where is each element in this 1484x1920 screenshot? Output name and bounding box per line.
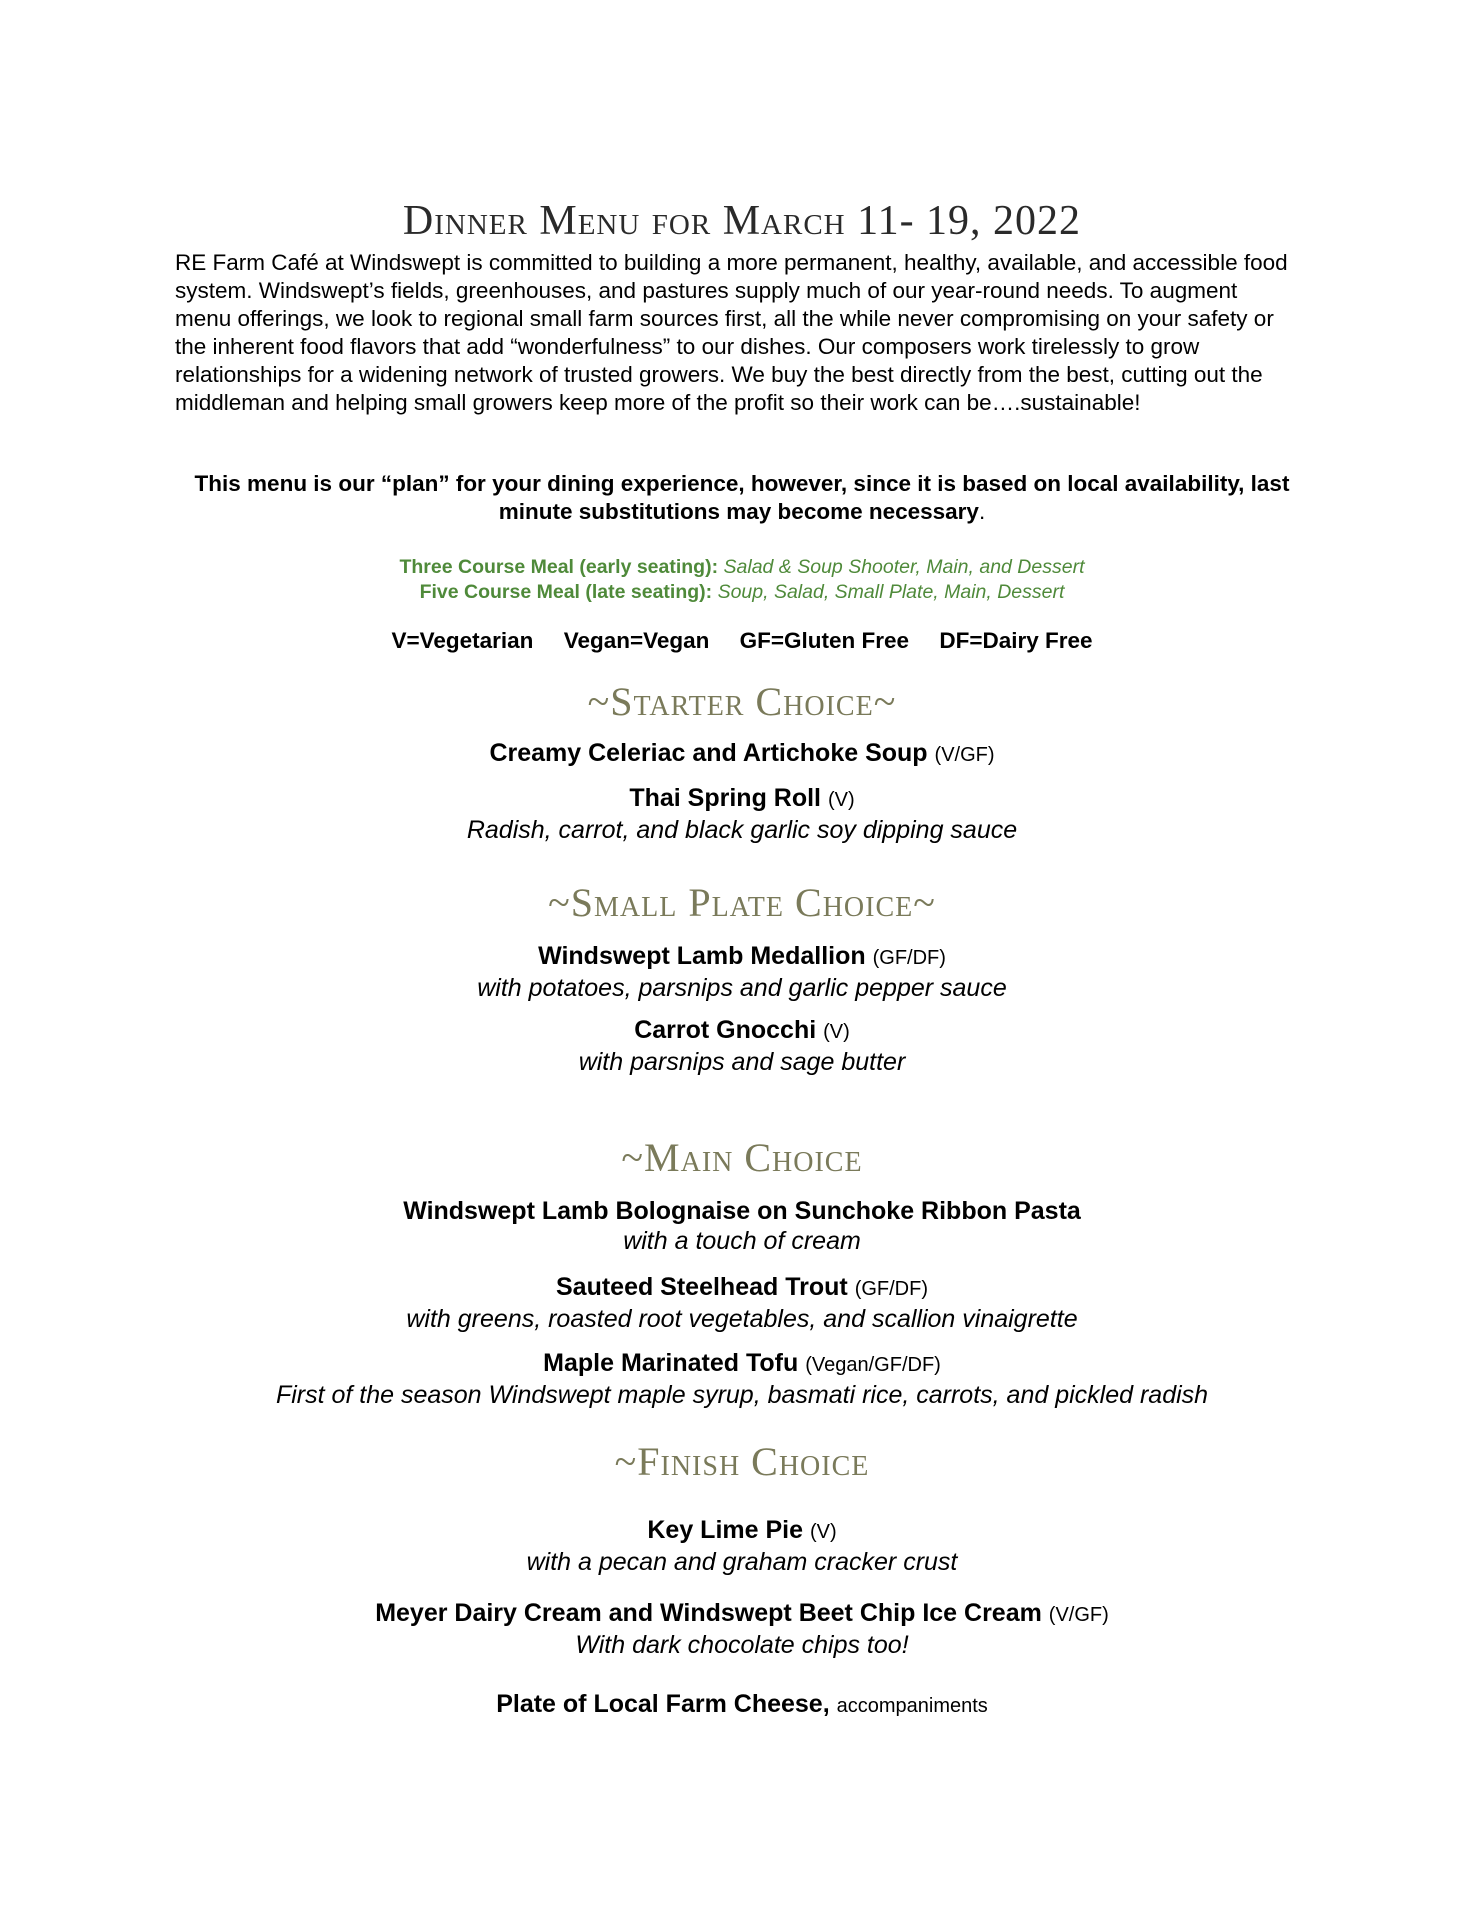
item-name-line (0, 1689, 1484, 1721)
dietary-legend (0, 627, 1484, 655)
item-tag: accompaniments (836, 1695, 988, 1717)
item-description: with potatoes, parsnips and garlic pepper sauce (477, 974, 1007, 1002)
intro-text: RE Farm Café at Windswept is committed to building a more permanent, healthy, available, and accessible food system. Windswept’s fields, greenhouses, and pastures supply much of our year-round needs. To augment menu offerings, we look to regional small farm sources first, all the while never compromising on your safety or the inherent food flavors that add “wonderfulness” to our dishes. Our composers work tirelessly to grow relationships for a widening network of trusted growers. We buy the best directly from the best, cutting out the middleman and helping small growers keep more of the profit so their work can be….sustainable! (175, 250, 1288, 415)
menu-item (0, 1015, 1484, 1077)
item-name: Windswept Lamb Medallion (538, 942, 866, 970)
item-name: Thai Spring Roll (629, 784, 822, 812)
menu-item (0, 783, 1484, 845)
menu-item (0, 1348, 1484, 1410)
item-name-line (0, 1272, 1484, 1304)
item-name: Key Lime Pie (647, 1516, 803, 1544)
menu-item (0, 1272, 1484, 1334)
menu-item (0, 941, 1484, 1003)
item-name: Carrot Gnocchi (634, 1016, 817, 1044)
course-value: Salad & Soup Shooter, Main, and Dessert (723, 556, 1085, 578)
item-name: Maple Marinated Tofu (543, 1349, 799, 1377)
item-name-line (0, 941, 1484, 973)
item-name-line (0, 738, 1484, 770)
menu-item (0, 1689, 1484, 1721)
item-tag: (V/GF) (1048, 1604, 1109, 1626)
item-name-line (0, 1515, 1484, 1547)
legend-item: GF=Gluten Free (739, 628, 910, 653)
course-option (0, 580, 1484, 605)
item-name: Meyer Dairy Cream and Windswept Beet Chip Ice Cream (375, 1599, 1042, 1627)
course-options (0, 555, 1484, 605)
item-name-line (0, 1598, 1484, 1630)
section-heading-finish: ~Finish Choice (614, 1439, 870, 1484)
item-name-line (0, 783, 1484, 815)
section-heading-main: ~Main Choice (621, 1135, 863, 1180)
item-name: Windswept Lamb Bolognaise on Sunchoke Ribbon Pasta (403, 1197, 1081, 1225)
item-name: Plate of Local Farm Cheese, (496, 1690, 830, 1718)
menu-item (0, 1196, 1484, 1256)
item-description: with greens, roasted root vegetables, and scallion vinaigrette (406, 1305, 1078, 1333)
item-name: Creamy Celeriac and Artichoke Soup (489, 739, 928, 767)
menu-item (0, 1515, 1484, 1577)
substitution-notice (160, 470, 1324, 526)
course-value: Soup, Salad, Small Plate, Main, Dessert (717, 581, 1065, 603)
item-name-line (0, 1348, 1484, 1380)
item-tag: (V/GF) (934, 744, 995, 766)
menu-item (0, 738, 1484, 770)
item-description: With dark chocolate chips too! (575, 1631, 909, 1659)
intro-paragraph (175, 249, 1295, 417)
notice-tail: . (978, 499, 986, 524)
course-option (0, 555, 1484, 580)
item-tag: (GF/DF) (854, 1278, 928, 1300)
item-name: Sauteed Steelhead Trout (555, 1273, 848, 1301)
section-heading-small-plate: ~Small Plate Choice~ (548, 880, 936, 925)
item-tag: (Vegan/GF/DF) (805, 1354, 941, 1376)
item-description: First of the season Windswept maple syrup, basmati rice, carrots, and pickled radish (275, 1381, 1209, 1409)
item-tag: (GF/DF) (872, 947, 946, 969)
item-description: with a pecan and graham cracker crust (526, 1548, 958, 1576)
course-label: Five Course Meal (late seating): (419, 581, 713, 603)
item-tag: (V) (823, 1021, 850, 1043)
legend-item: Vegan=Vegan (563, 628, 710, 653)
item-description: Radish, carrot, and black garlic soy dipping sauce (466, 816, 1018, 844)
legend-item: V=Vegetarian (391, 628, 534, 653)
item-description: with a touch of cream (623, 1227, 861, 1255)
section-heading-starter: ~Starter Choice~ (587, 679, 897, 724)
page-title: Dinner Menu for March 11- 19, 2022 (402, 198, 1082, 244)
menu-item (0, 1598, 1484, 1660)
legend-item: DF=Dairy Free (939, 628, 1093, 653)
item-name-line (0, 1196, 1484, 1226)
item-name-line (0, 1015, 1484, 1047)
notice-text: This menu is our “plan” for your dining experience, however, since it is based on local availability, last minute substitutions may become necessary (194, 471, 1290, 524)
item-description: with parsnips and sage butter (578, 1048, 906, 1076)
item-tag: (V) (827, 789, 855, 811)
course-label: Three Course Meal (early seating): (399, 556, 719, 578)
item-tag: (V) (809, 1521, 837, 1543)
